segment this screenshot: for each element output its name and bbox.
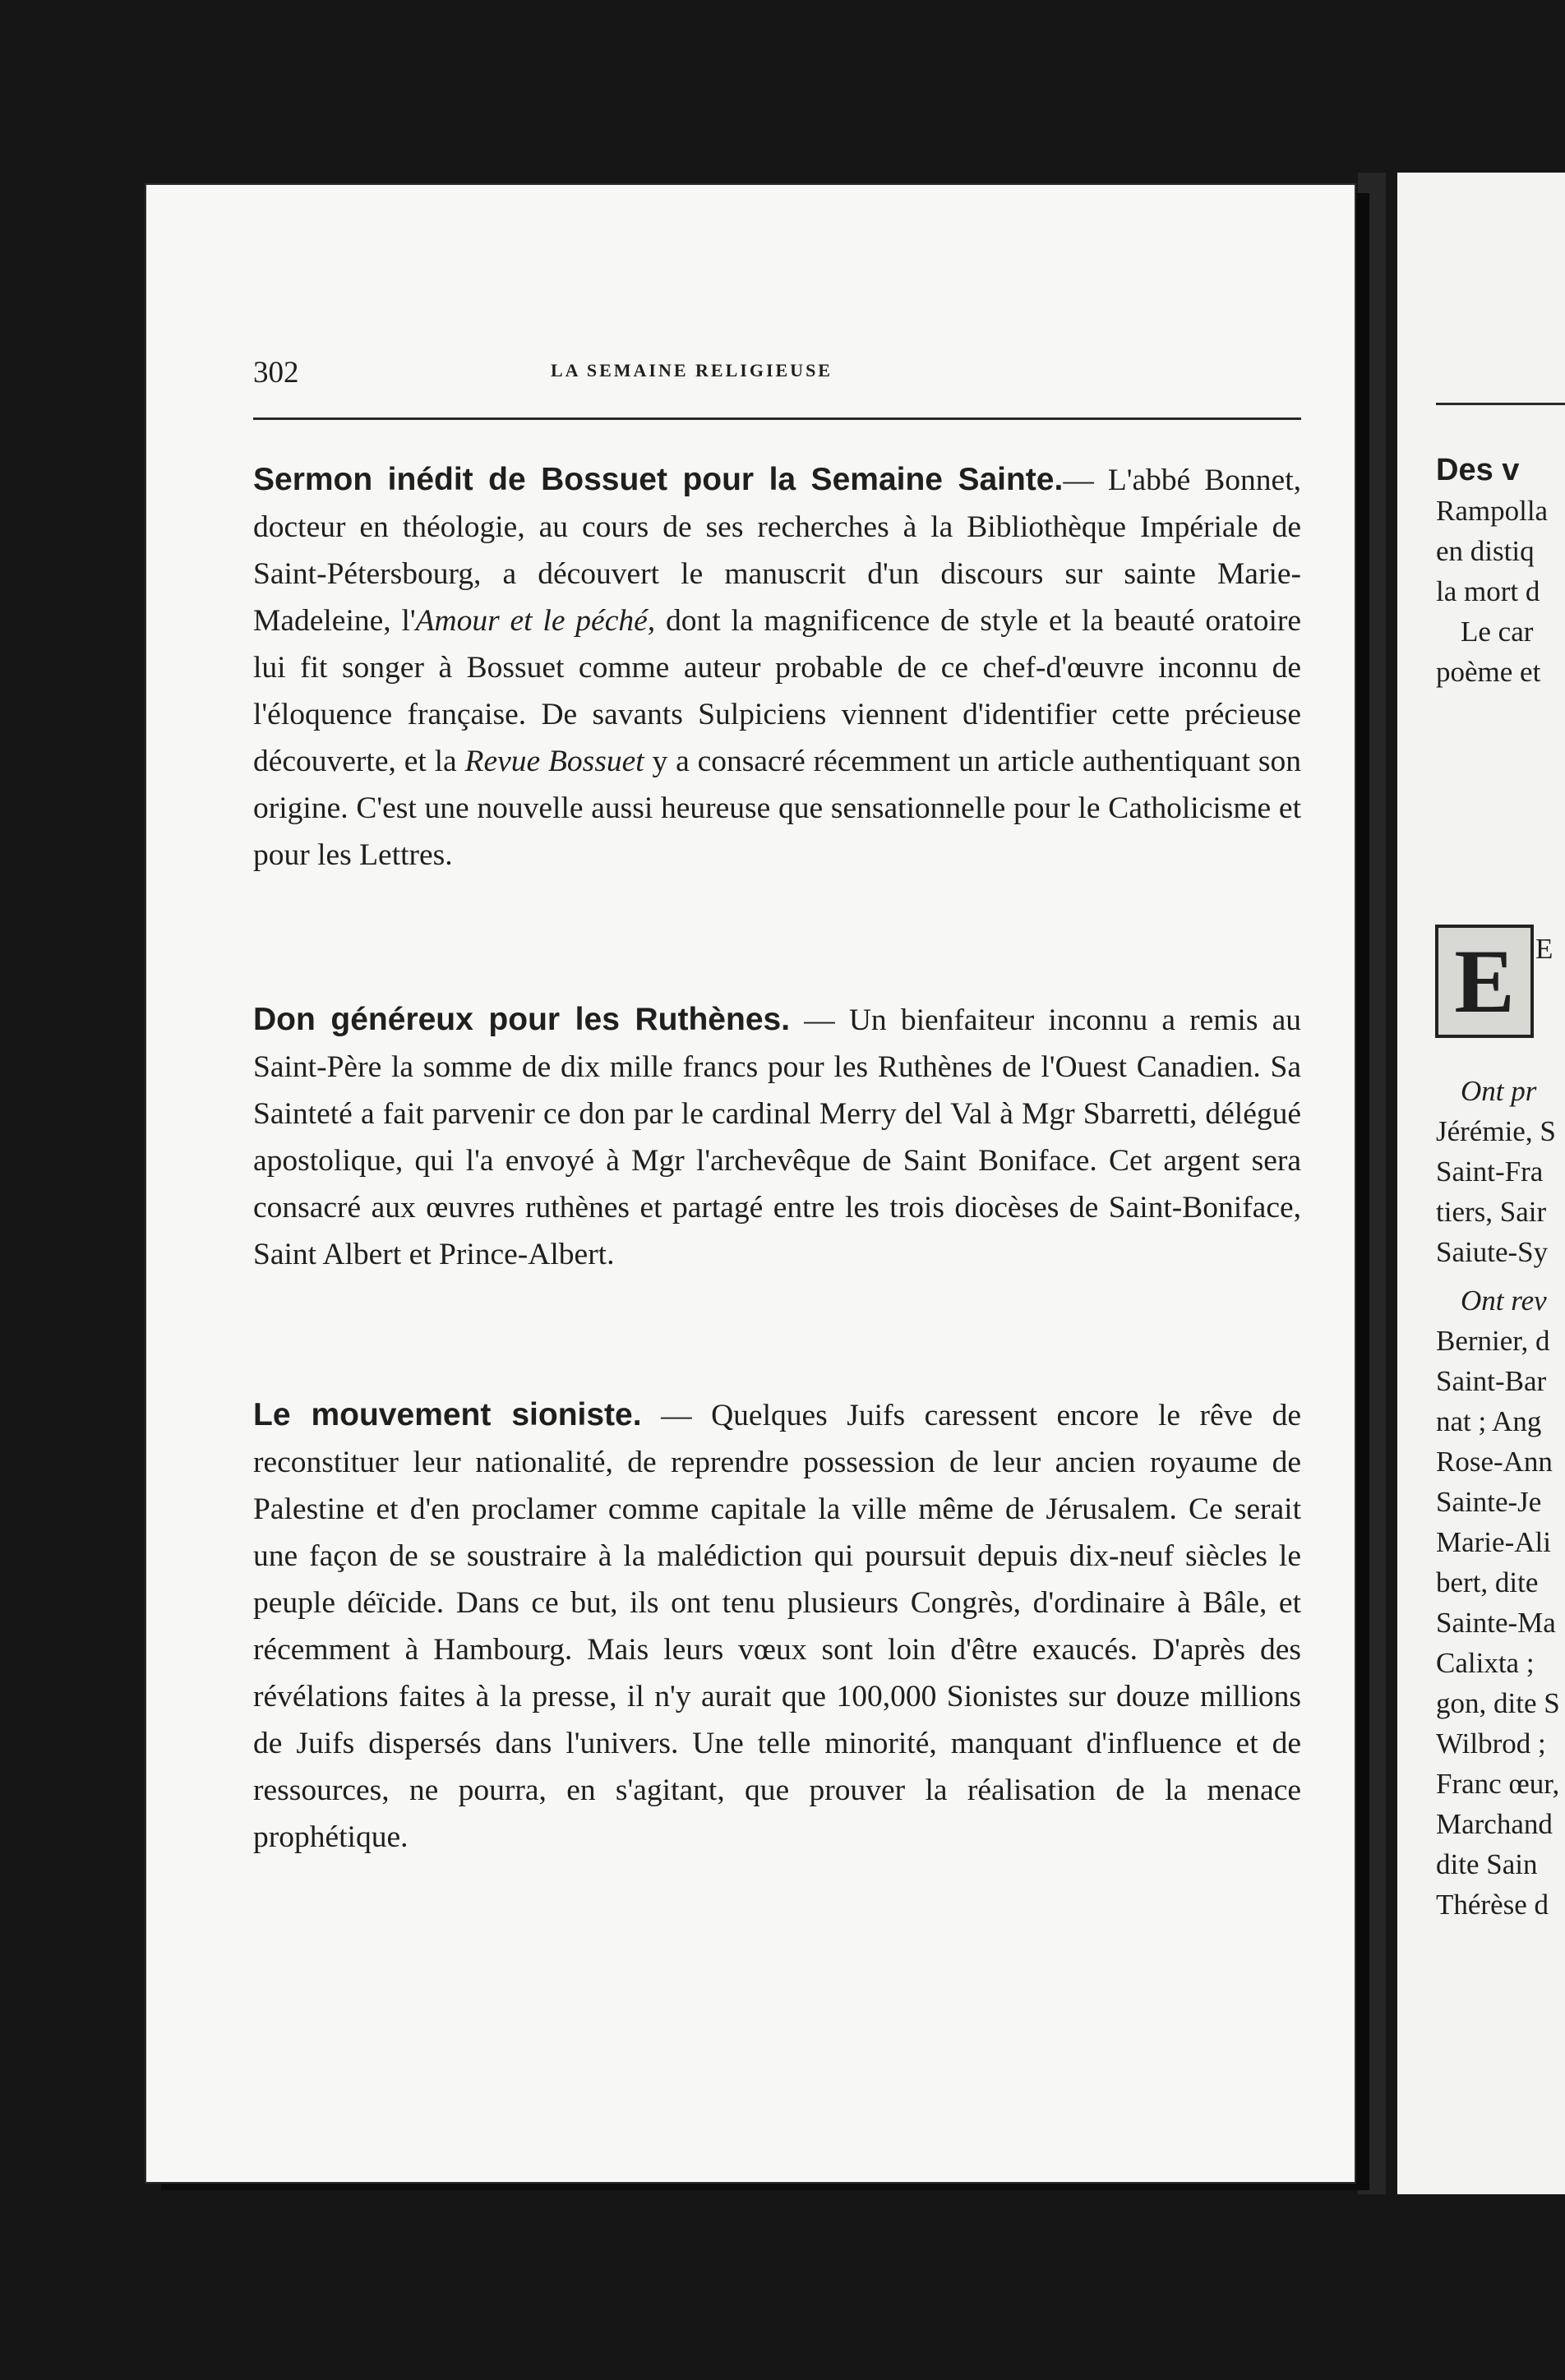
adjacent-line: Saint-Fra (1436, 1155, 1544, 1188)
adjacent-line: Ont pr (1461, 1075, 1537, 1107)
adjacent-line: Franc œur, (1436, 1768, 1560, 1800)
adjacent-line: gon, dite S (1436, 1687, 1560, 1719)
adjacent-line: Ont rev (1461, 1285, 1547, 1317)
article-body: — Quelques Juifs caressent encore le rêve de reconstituer leur nationalité, de reprendre possession de leur ancien royaume de Palestine et d'en proclamer comme capitale la ville même de Jérusalem. Ce serait une façon de se soustraire à la malédiction qui poursuit depuis dix-neuf siècles le peuple déïcide. Dans ce but, ils ont tenu plusieurs Congrès, d'ordinaire à Bâle, et récemment à Hambourg. Mais leurs vœux sont loin d'être exaucés. D'après des révélations faites à la presse, il n'y aurait que 100,000 Sionistes sur douze millions de Juifs dispersés dans l'univers. Une telle minorité, manquant d'influence et de ressources, ne pourra, en s'agitant, que prouver la réalisation de la menace prophétique. (253, 1399, 1301, 1854)
adjacent-header-rule (1436, 403, 1565, 405)
adjacent-line: Rose-Ann (1436, 1446, 1553, 1478)
article-bossuet (253, 456, 1301, 879)
adjacent-line: poème et (1436, 656, 1541, 688)
page-number: 302 (253, 356, 299, 390)
article-sioniste (253, 1391, 1301, 1861)
adjacent-line: Bernier, d (1436, 1325, 1550, 1357)
article-body: y a consacré récemment un article authentiquant son origine. C'est une nouvelle aussi heureuse que sensationnelle pour le Catholicisme et pour les Lettres. (253, 745, 1301, 872)
adjacent-line: bert, dite (1436, 1566, 1539, 1598)
drop-cap: E (1435, 925, 1534, 1038)
adjacent-line: dite Sain (1436, 1848, 1538, 1880)
adjacent-column-bottom (1436, 1071, 1565, 1925)
adjacent-line: Sainte-Ma (1436, 1607, 1556, 1639)
adjacent-line: Saiute-Sy (1436, 1236, 1549, 1268)
running-title: LA SEMAINE RELIGIEUSE (551, 360, 833, 381)
adjacent-line: Jérémie, S (1436, 1115, 1556, 1147)
adjacent-line: Thérèse d (1436, 1889, 1549, 1921)
adjacent-line: la mort d (1436, 575, 1540, 607)
article-body: — L'abbé Bonnet, docteur en théologie, au cours de ses recherches à la Bibliothèque Impériale de Saint-Pétersbourg, a découvert le manuscrit d'un discours sur sainte Marie-Madeleine, l' (253, 464, 1301, 638)
article-title: Sermon inédit de Bossuet pour la Semaine Sainte. (253, 462, 1064, 497)
adjacent-title: Des v (1436, 453, 1520, 487)
adjacent-line: Marchand (1436, 1808, 1553, 1840)
adjacent-line: Wilbrod ; (1436, 1727, 1546, 1760)
adjacent-line: Saint-Bar (1436, 1365, 1547, 1397)
adjacent-line: en distiq (1436, 535, 1535, 567)
adjacent-line: Calixta ; (1436, 1647, 1535, 1679)
article-title: Don généreux pour les Ruthènes. (253, 1002, 791, 1037)
drop-cap-next: E (1535, 933, 1553, 965)
article-body: dont la magnificence de style et la beauté oratoire lui fit songer à Bossuet comme auteur probable de ce chef-d'œuvre inconnu de l'éloquence française. De savants Sulpiciens viennent d'identifier cette précieuse découverte, et la (253, 604, 1302, 778)
article-body: — Un bienfaiteur inconnu a remis au Saint-Père la somme de dix mille francs pour les Ruthènes de l'Ouest Canadien. Sa Sainteté a fait parvenir ce don par le cardinal Merry del Val à Mgr Sbarretti, délégué apostolique, qui l'a envoyé à Mgr l'archevêque de Saint Boniface. Cet argent sera consacré aux œuvres ruthènes et partagé entre les trois diocèses de Saint-Boniface, Saint Albert et Prince-Albert. (253, 1003, 1301, 1271)
adjacent-line: Sainte-Je (1436, 1486, 1542, 1518)
adjacent-line: Le car (1461, 616, 1534, 648)
adjacent-column-top (1436, 450, 1565, 692)
adjacent-line: Rampolla (1436, 495, 1549, 527)
article-title: Le mouvement sioniste. (253, 1397, 642, 1432)
header-rule (253, 417, 1301, 420)
adjacent-line: nat ; Ang (1436, 1405, 1542, 1437)
article-italic: Amour et le péché, (415, 604, 656, 638)
adjacent-line: tiers, Sair (1436, 1196, 1547, 1228)
adjacent-line: Marie-Ali (1436, 1526, 1551, 1558)
article-italic: Revue Bossuet (464, 745, 644, 778)
article-ruthenes (253, 996, 1301, 1278)
page-gutter (1358, 173, 1386, 2194)
